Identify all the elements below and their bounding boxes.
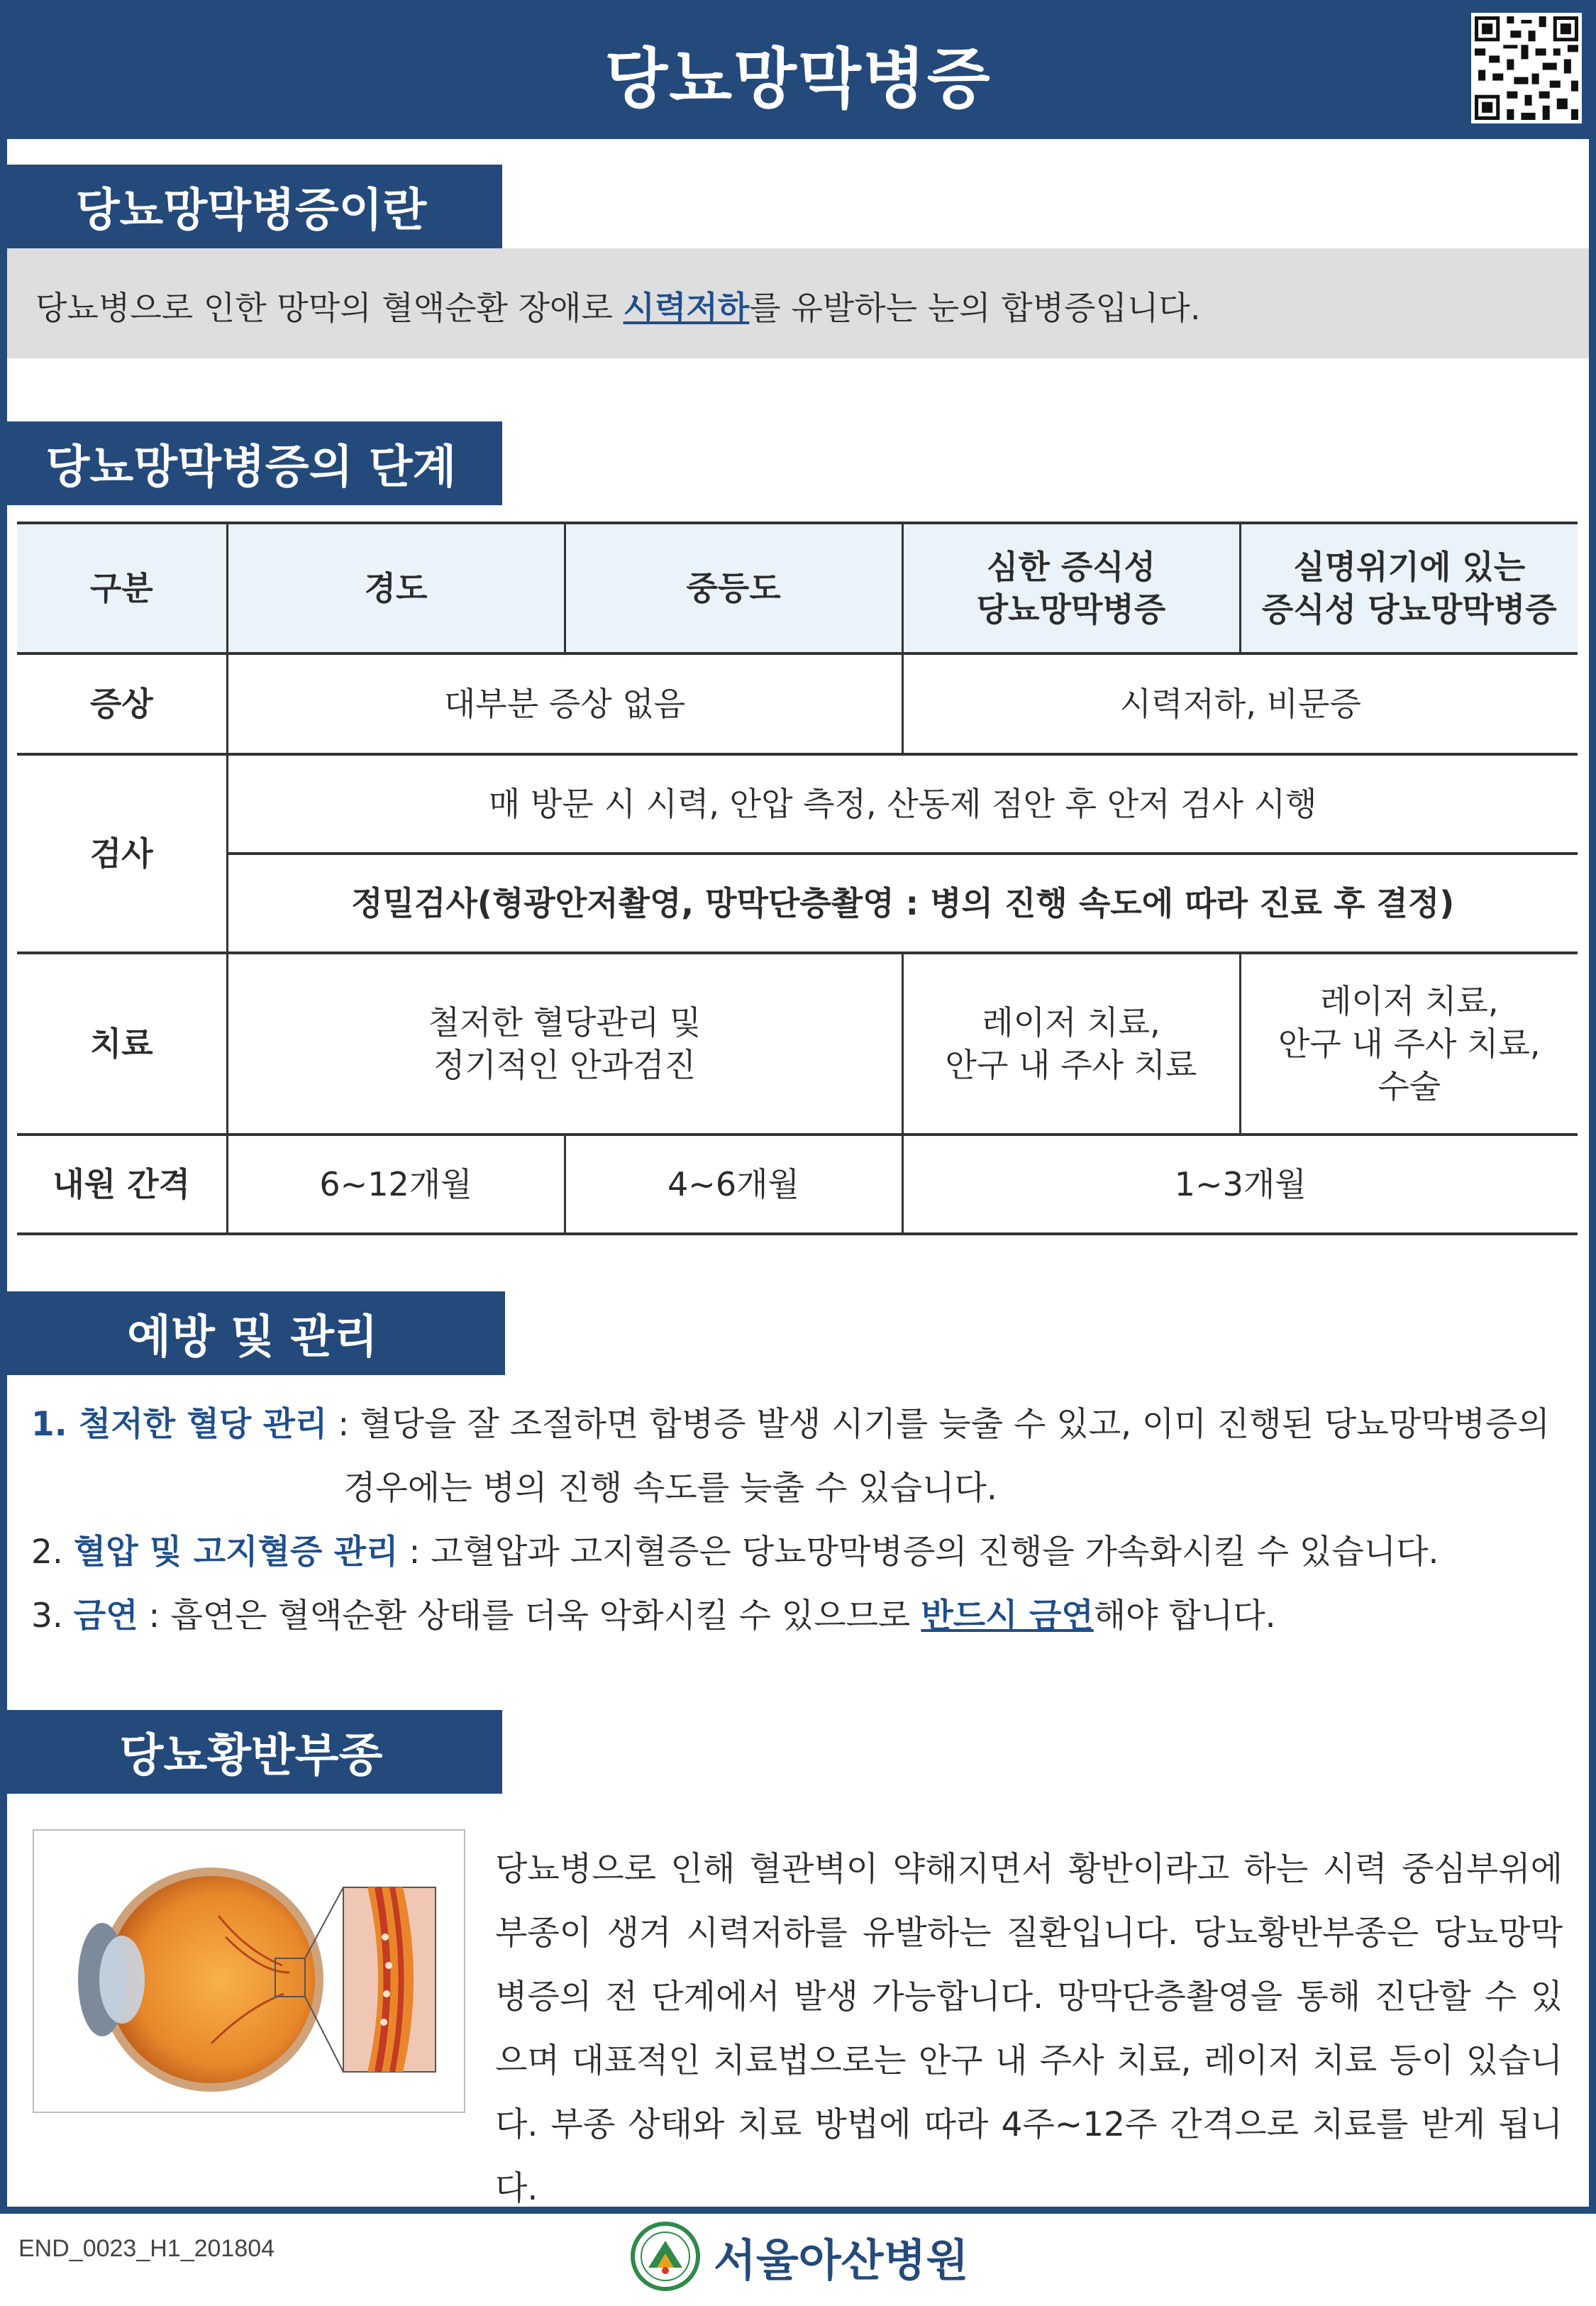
table-header-row (17, 523, 1578, 653)
eye-cross-section-illustration (33, 1829, 465, 2113)
table-row-exam-2 (17, 854, 1578, 953)
row-label-symptoms: 증상 (17, 653, 227, 754)
definition-text-start: 당뇨병으로 인한 망막의 혈액순환 장애로 (35, 289, 624, 327)
header-critical-line1: 실명위기에 있는 (1293, 548, 1526, 586)
prevention-item-1-text: : 혈당을 잘 조절하면 합병증 발생 시기를 늦출 수 있고, 이미 진행된 당뇨망막병증의 (327, 1405, 1550, 1444)
interval-moderate: 4~6개월 (565, 1135, 902, 1234)
header-mild: 경도 (227, 523, 565, 653)
treatment-early-line2: 정기적인 안과검진 (433, 1046, 697, 1084)
interval-mild: 6~12개월 (227, 1135, 565, 1234)
prevention-list (31, 1393, 1550, 1648)
section-heading-macular-edema: 당뇨황반부종 (0, 1710, 502, 1794)
document-code: END_0023_H1_201804 (18, 2235, 275, 2262)
header-bar (0, 0, 1596, 139)
table-row-interval (17, 1135, 1578, 1234)
row-label-exam: 검사 (17, 754, 227, 953)
prevention-item-3 (31, 1584, 1550, 1648)
macular-edema-description: 당뇨병으로 인해 혈관벽이 약해지면서 황반이라고 하는 시력 중심부위에 부종이 생겨 시력저하를 유발하는 질환입니다. 당뇨황반부종은 당뇨망막병증의 전 단계에서 발생 가능합니다. 망막단층촬영을 통해 진단할 수 있으며 대표적인 치료법으로는 안구 내 주사 치료, 레이저 치료 등이 있습니다. 부종 상태와 치료 방법에 따라 4주~12주 간격으로 치료를 받게 됩니다. (495, 1850, 1563, 2208)
hospital-logo (630, 2221, 968, 2292)
treatment-severe-line1: 레이저 치료, (982, 1003, 1160, 1042)
prevention-item-1-number: 1. (31, 1405, 79, 1444)
row-label-interval: 내원 간격 (17, 1135, 227, 1234)
header-critical-line2: 증식성 당뇨망막병증 (1261, 590, 1557, 629)
interval-late: 1~3개월 (902, 1135, 1578, 1234)
prevention-item-3-text-end: 해야 합니다. (1093, 1596, 1276, 1635)
prevention-item-2-number: 2. (31, 1533, 74, 1572)
treatment-early (227, 953, 902, 1135)
exam-routine: 매 방문 시 시력, 안압 측정, 산동제 점안 후 안저 검사 시행 (227, 754, 1578, 854)
definition-highlight: 시력저하 (623, 289, 750, 327)
definition-text-end: 를 유발하는 눈의 합병증입니다. (749, 289, 1201, 327)
prevention-item-2-title: 혈압 및 고지혈증 관리 (73, 1533, 399, 1572)
prevention-item-1-title: 철저한 혈당 관리 (78, 1405, 328, 1444)
row-label-treatment: 치료 (17, 953, 227, 1135)
header-moderate: 중등도 (565, 523, 902, 653)
treatment-critical-line3: 수술 (1378, 1067, 1441, 1105)
prevention-item-1 (31, 1393, 1550, 1457)
stages-table (17, 522, 1578, 1235)
definition-text (35, 282, 1200, 329)
qr-code-icon (1471, 13, 1582, 123)
treatment-critical-line1: 레이저 치료, (1320, 982, 1499, 1020)
prevention-item-3-text: : 흡연은 혈액순환 상태를 더욱 악화시킬 수 있으므로 (138, 1596, 921, 1635)
definition-box (7, 248, 1589, 358)
treatment-severe (902, 953, 1240, 1135)
treatment-early-line1: 철저한 혈당관리 및 (428, 1003, 702, 1042)
table-row-exam-1 (17, 754, 1578, 854)
header-severe (902, 523, 1240, 653)
section-heading-stages: 당뇨망막병증의 단계 (0, 421, 502, 505)
page-title: 당뇨망막병증 (604, 41, 992, 117)
section-heading-definition: 당뇨망막병증이란 (0, 165, 502, 248)
treatment-critical (1240, 953, 1578, 1135)
header-category: 구분 (17, 523, 227, 653)
header-severe-line1: 심한 증식성 (986, 548, 1156, 586)
prevention-item-3-number: 3. (31, 1596, 74, 1635)
treatment-severe-line2: 안구 내 주사 치료 (945, 1046, 1197, 1084)
hospital-name: 서울아산병원 (714, 2234, 969, 2286)
symptoms-early: 대부분 증상 없음 (227, 653, 902, 754)
table-row-treatment (17, 953, 1578, 1135)
symptoms-late: 시력저하, 비문증 (902, 653, 1578, 754)
section-heading-prevention: 예방 및 관리 (0, 1291, 505, 1375)
prevention-item-2 (31, 1521, 1550, 1584)
header-critical (1240, 523, 1578, 653)
header-severe-line2: 당뇨망막병증 (976, 590, 1166, 629)
treatment-critical-line2: 안구 내 주사 치료, (1278, 1025, 1541, 1063)
asan-foundation-emblem-icon (630, 2221, 701, 2292)
table-row-symptoms (17, 653, 1578, 754)
prevention-item-3-title: 금연 (73, 1596, 138, 1635)
exam-detailed: 정밀검사(형광안저촬영, 망막단층촬영 : 병의 진행 속도에 따라 진료 후 결정) (227, 854, 1578, 953)
prevention-item-3-highlight: 반드시 금연 (921, 1596, 1094, 1635)
prevention-item-2-text: : 고혈압과 고지혈증은 당뇨망막병증의 진행을 가속화시킬 수 있습니다. (398, 1533, 1439, 1572)
prevention-item-1-continued: 경우에는 병의 진행 속도를 늦출 수 있습니다. (343, 1469, 997, 1508)
